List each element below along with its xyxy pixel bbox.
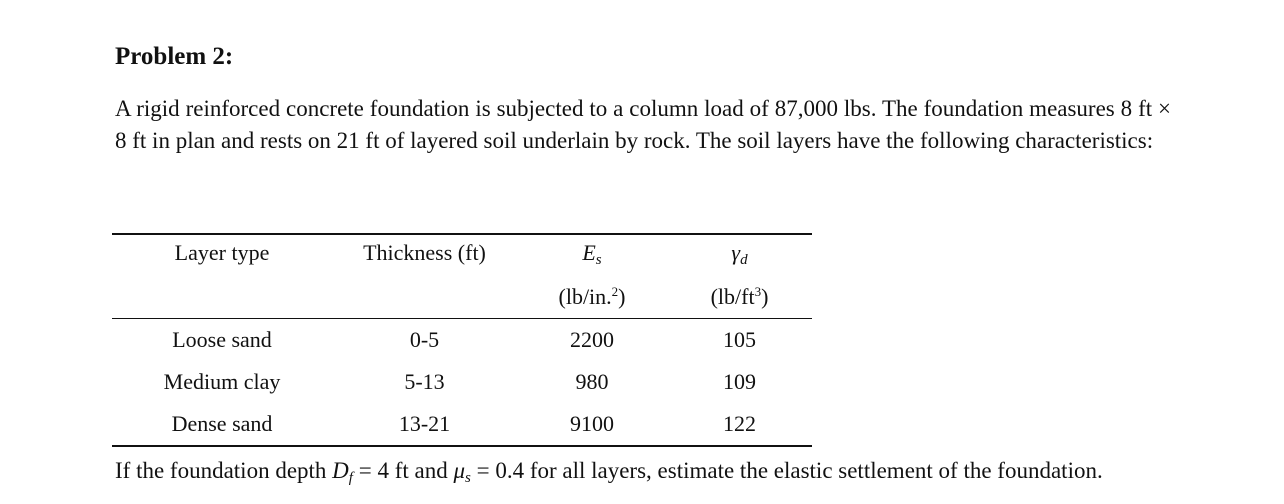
cell-modulus: 2200 <box>570 327 614 352</box>
cell-modulus: 980 <box>575 369 609 394</box>
cell-thickness: 0-5 <box>409 327 440 352</box>
es-unit-start: (lb/in. <box>558 284 612 309</box>
gamma-unit-end: ) <box>761 284 769 309</box>
cell-unit-weight: 122 <box>667 403 812 446</box>
es-unit-end: ) <box>618 284 626 309</box>
table-header-row <box>112 234 812 319</box>
header-thickness <box>332 234 517 319</box>
gamma-subscript: d <box>740 252 748 268</box>
header-layer-type-label: Layer type <box>174 240 270 265</box>
header-modulus <box>517 234 667 319</box>
cell-layer: Loose sand <box>172 327 272 352</box>
es-symbol: E <box>582 240 596 265</box>
df-symbol: D <box>332 458 349 483</box>
mu-symbol: μ <box>453 458 465 483</box>
intro-paragraph: A rigid reinforced concrete foundation is subjected to a column load of 87,000 lbs. The foundation measures 8 ft × 8 ft in plan and rests on 21 ft of layered soil underlain by rock. The soil layers have the following characteristics: <box>115 96 1171 153</box>
cell-unit-weight: 109 <box>723 369 756 394</box>
gamma-unit-start: (lb/ft <box>710 284 755 309</box>
question-part-1: If the foundation depth <box>115 458 333 483</box>
cell-modulus: 9100 <box>517 403 667 446</box>
cell-thickness: 5-13 <box>404 369 445 394</box>
header-layer-type <box>112 234 332 319</box>
cell-layer: Dense sand <box>112 403 332 446</box>
problem-title: Problem 2: <box>115 43 234 70</box>
es-unit-superscript: 2 <box>611 284 619 299</box>
cell-thickness: 13-21 <box>332 403 517 446</box>
mu-subscript: s <box>465 470 471 486</box>
question-text <box>115 455 1103 494</box>
cell-layer: Medium clay <box>163 369 281 394</box>
header-dry-unit-weight <box>667 234 812 319</box>
table-row <box>112 361 812 403</box>
gamma-unit-superscript: 3 <box>754 284 762 299</box>
soil-layer-table <box>112 233 812 447</box>
question-part-2: = 4 ft and <box>352 458 454 483</box>
table-row <box>112 403 812 446</box>
header-thickness-label: Thickness (ft) <box>363 240 486 265</box>
table-row <box>112 319 812 362</box>
gamma-symbol: γ <box>731 240 741 265</box>
cell-unit-weight: 105 <box>723 327 756 352</box>
es-subscript: s <box>595 252 602 268</box>
df-subscript: f <box>348 470 353 486</box>
question-part-3: = 0.4 for all layers, estimate the elastic settlement of the foundation. <box>470 458 1103 483</box>
